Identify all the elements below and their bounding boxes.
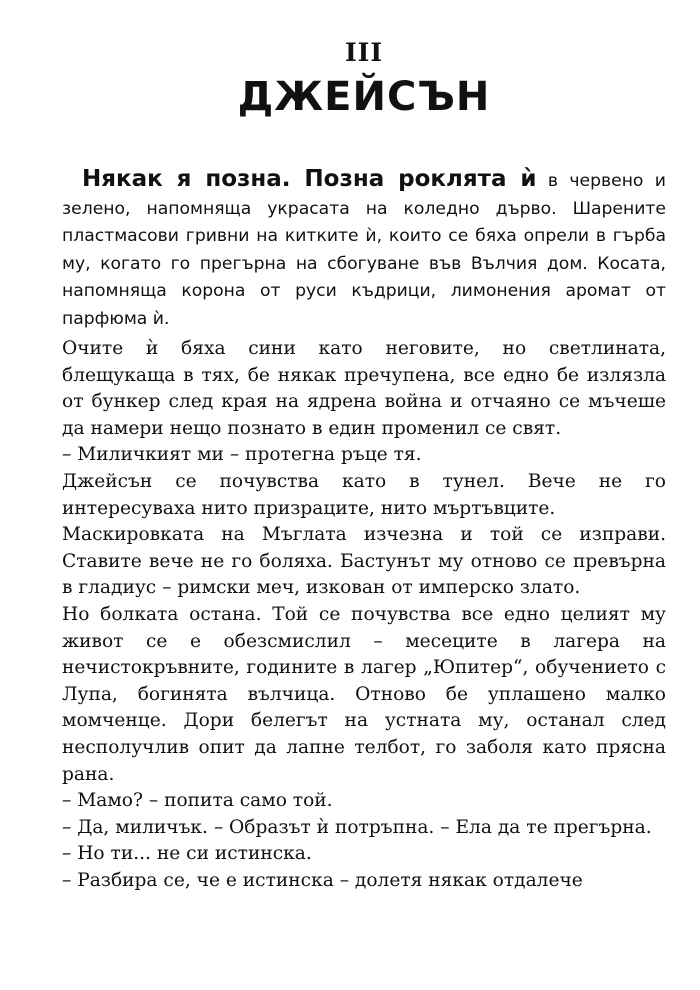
paragraph: [62, 788, 666, 815]
paragraph-text: – Да, миличък. – Образът ѝ потръпна. – Ела да те прегърна.: [62, 816, 652, 838]
paragraph: [62, 868, 666, 895]
paragraph-text: Маскировката на Мъглата изчезна и той се изправи. Ставите вече не го боляха. Бастунът му отново се превърна в гладиус – римски меч, изкован от имперско злато.: [62, 524, 666, 599]
paragraph-text: – Но ти... не си истинска.: [62, 843, 312, 865]
paragraph-text: – Разбира се, че е истинска – долетя някак отдалече: [62, 869, 583, 891]
lead-paragraph-rest: в червено и зелено, напомняща украсата на коледно дърво. Шарените пластмасови гривни на китките ѝ, които се бяха опрели в гърба му, когато го прегърна на сбогуване във Вълчия дом. Косата, напомняща корона от руси къдрици, лимонения аромат от парфюма ѝ.: [62, 171, 666, 329]
paragraph: [62, 815, 666, 842]
lead-bold-opening: Някак я позна. Позна роклята ѝ: [82, 166, 537, 192]
chapter-number: III: [344, 38, 384, 67]
chapter-text: [62, 166, 666, 894]
paragraph-text: Очите ѝ бяха сини като неговите, но светлината, блещукаща в тях, бе някак пречупена, все едно бе излязла от бункер след края на ядрена война и отчаяно се мъчеше да намери нещо познато в един променил се свят.: [62, 338, 666, 439]
paragraph: [62, 442, 666, 469]
lead-paragraph: [62, 166, 666, 333]
paragraph-text: – Миличкият ми – протегна ръце тя.: [62, 444, 422, 466]
paragraph: [62, 469, 666, 522]
paragraph: [62, 841, 666, 868]
book-page: [62, 0, 666, 990]
chapter-title: ДЖЕЙСЪН: [237, 74, 491, 120]
paragraph-text: Джейсън се почувства като в тунел. Вече не го интересуваха нито призраците, нито мъртъвците.: [62, 470, 666, 519]
paragraph: [62, 522, 666, 602]
paragraph: [62, 602, 666, 788]
paragraph-text: Но болката остана. Той се почувства все едно целият му живот се е обезсмислил – месеците в лагера на нечистокръвните, годините в лагер „Юпитер“, обучението с Лупа, богинята вълчица. Отново бе уплашено малко момченце. Дори белегът на устната му, останал след несполучлив опит да лапне телбот, го заболя като прясна рана.: [62, 603, 666, 785]
paragraph-text: – Мамо? – попита само той.: [62, 790, 333, 812]
paragraph: [62, 336, 666, 442]
